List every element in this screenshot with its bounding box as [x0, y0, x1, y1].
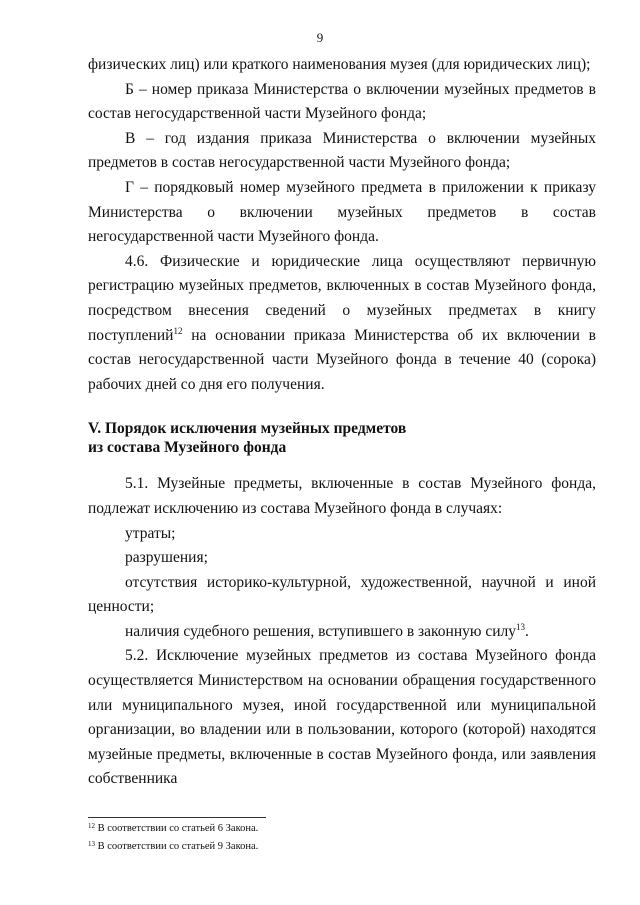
- footnote-13: [88, 840, 258, 854]
- paragraph-v: В – год издания приказа Министерства о включении музейных предметов в состав негосударственной части Музейного фонда;: [88, 129, 596, 172]
- paragraph-5-1: 5.1. Музейные предметы, включенные в состав Музейного фонда, подлежат исключению из состава Музейного фонда в случаях:: [88, 475, 596, 517]
- list-item-court: наличия судебного решения, вступившего в законную силу$^{13}$.: [125, 621, 529, 640]
- heading-line-2: из состава Музейного фонда: [88, 439, 287, 457]
- paragraph-continuation: физических лиц) или краткого наименования музея (для юридических лиц);: [88, 56, 591, 73]
- court-text: наличия судебного решения, вступившего в законную силу: [125, 622, 516, 640]
- paragraph-4-6-text-end: на основании приказа Министерства об их включении в состав негосударственной части Музейного фонда в течение 40 (сорока) рабочих дней со дня его получения.: [88, 326, 596, 393]
- list-item-no-value: отсутствия историко-культурной, художественной, научной и иной ценности;: [88, 573, 596, 616]
- footnote-mark-13: 13: [88, 840, 95, 848]
- footnote-divider: [88, 817, 266, 818]
- footnote-text-12: В соответствии со статьей 6 Закона.: [97, 823, 259, 834]
- footnote-text-13: В соответствии со статьей 9 Закона.: [97, 841, 259, 852]
- list-item-destruction: разрушения;: [125, 549, 208, 567]
- footnote-mark-12: 12: [88, 822, 95, 830]
- paragraph-4-6-text: 4.6. Физические и юридические лица осуществляют первичную регистрацию музейных предметов, включенных в состав Музейного фонда, посредством внесения сведений о музейных предметах в книгу поступлений: [88, 252, 596, 344]
- footnote-12: [88, 822, 258, 836]
- heading-line-1: V. Порядок исключения музейных предметов: [88, 420, 407, 438]
- paragraph-4-6: [88, 250, 596, 398]
- paragraph-g: Г – порядковый номер музейного предмета в приложении к приказу Министерства о включении музейных предметов в состав негосударственной части Музейного фонда.: [88, 178, 596, 246]
- document-body: [88, 53, 596, 792]
- section-heading: [88, 419, 596, 457]
- page-number: 9: [316, 30, 324, 45]
- paragraph-5-2: 5.2. Исключение музейных предметов из состава Музейного фонда осуществляется Министерством на основании обращения государственного или муниципального музея, иной государственной или муниципальной организации, во владении или в пользовании, которого (которой) находятся музейные предметы, включенные в состав Музейного фонда, или заявления собственника: [88, 647, 596, 788]
- footnote-ref-12[interactable]: 12: [173, 325, 183, 336]
- paragraph-b: Б – номер приказа Министерства о включении музейных предметов в состав негосударственной части Музейного фонда;: [88, 80, 596, 123]
- list-item-loss: утраты;: [125, 524, 176, 542]
- footnote-ref-13[interactable]: 13: [515, 621, 525, 632]
